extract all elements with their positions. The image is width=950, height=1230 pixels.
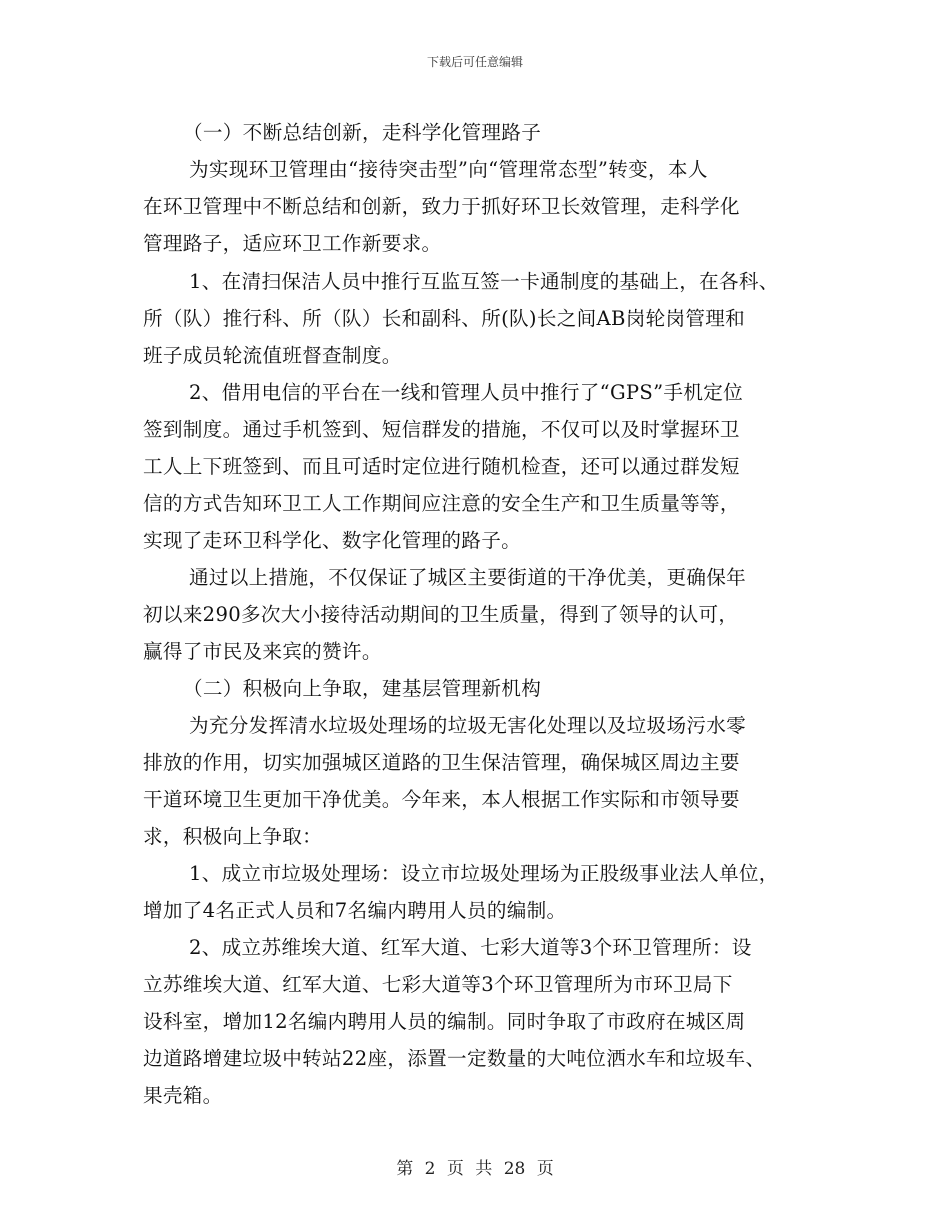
paragraph-line: 果壳箱。 (143, 1084, 223, 1107)
paragraph-line: 2、成立苏维埃大道、红军大道、七彩大道等3个环卫管理所：设 (189, 936, 752, 959)
paragraph-line: 边道路增建垃圾中转站22座，添置一定数量的大吨位洒水车和垃圾车、 (143, 1047, 766, 1070)
paragraph-line: 实现了走环卫科学化、数字化管理的路子。 (143, 529, 521, 552)
paragraph-line: 2、借用电信的平台在一线和管理人员中推行了“GPS”手机定位 (189, 381, 744, 404)
paragraph-line: 工人上下班签到、而且可适时定位进行随机检查，还可以通过群发短 (143, 455, 740, 478)
paragraph-line: 1、在清扫保洁人员中推行互监互签一卡通制度的基础上，在各科、 (189, 270, 779, 293)
section-heading-1: （一）不断总结创新，走科学化管理路子 (183, 121, 542, 144)
paragraph-line: 设科室，增加12名编内聘用人员的编制。同时争取了市政府在城区周 (143, 1010, 746, 1033)
paragraph-line: 增加了4名正式人员和7名编内聘用人员的编制。 (143, 899, 567, 922)
paragraph-line: 管理路子，适应环卫工作新要求。 (143, 232, 442, 255)
paragraph-line: 立苏维埃大道、红军大道、七彩大道等3个环卫管理所为市环卫局下 (143, 973, 733, 996)
paragraph-line: 排放的作用，切实加强城区道路的卫生保洁管理，确保城区周边主要 (143, 751, 740, 774)
paragraph-line: 求，积极向上争取： (143, 825, 323, 848)
paragraph-line: 1、成立市垃圾处理场：设立市垃圾处理场为正股级事业法人单位， (189, 862, 779, 885)
paragraph-line: 在环卫管理中不断总结和创新，致力于抓好环卫长效管理，走科学化 (143, 195, 740, 218)
page-header-note: 下载后可任意编辑 (426, 55, 523, 69)
paragraph-line: 为实现环卫管理由“接待突击型”向“管理常态型”转变，本人 (189, 158, 708, 181)
paragraph-line: 赢得了市民及来宾的赞许。 (143, 640, 382, 663)
paragraph-line: 初以来290多次大小接待活动期间的卫生质量，得到了领导的认可， (143, 603, 739, 626)
paragraph-line: 干道环境卫生更加干净优美。今年来，本人根据工作实际和市领导要 (143, 788, 740, 811)
paragraph-line: 班子成员轮流值班督查制度。 (143, 344, 402, 367)
paragraph-line: 所（队）推行科、所（队）长和副科、所(队)长之间AB岗轮岗管理和 (143, 307, 746, 330)
paragraph-line: 信的方式告知环卫工人工作期间应注意的安全生产和卫生质量等等， (143, 492, 740, 515)
page-number-footer: 第 2 页 共 28 页 (396, 1159, 554, 1179)
paragraph-line: 签到制度。通过手机签到、短信群发的措施，不仅可以及时掌握环卫 (143, 418, 740, 441)
paragraph-line: 为充分发挥清水垃圾处理场的垃圾无害化处理以及垃圾场污水零 (189, 714, 747, 737)
section-heading-2: （二）积极向上争取，建基层管理新机构 (183, 677, 542, 700)
paragraph-line: 通过以上措施，不仅保证了城区主要街道的干净优美，更确保年 (189, 566, 747, 589)
